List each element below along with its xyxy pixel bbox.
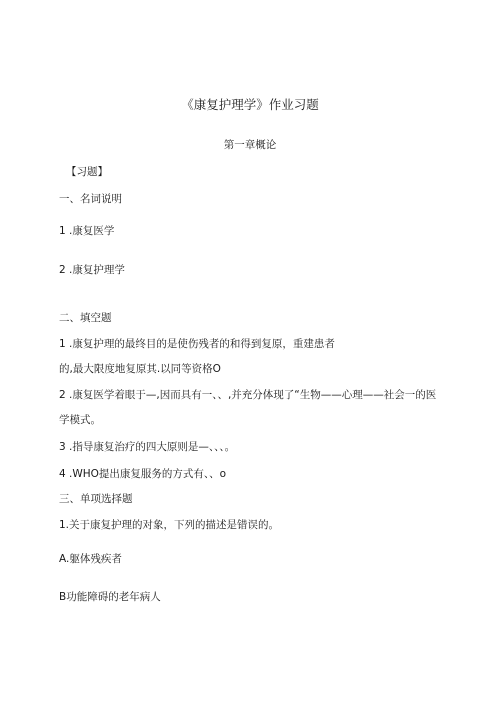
chapter-heading: 第一章概论 (223, 139, 277, 151)
section-heading-fill: 二、填空题 (59, 312, 112, 324)
fill-question-1-line-1: 1 .康复护理的最终目的是使伤残者的和得到复原，重建患者 (59, 338, 335, 350)
section-heading-choice: 三、单项选择题 (59, 493, 133, 505)
exercise-header: 【习题】 (66, 166, 108, 178)
term-item: 2 .康复护理学 (59, 264, 125, 276)
section-heading-terms: 一、名词说明 (59, 193, 122, 205)
document-title: 《康复护理学》作业习题 (181, 97, 319, 112)
choice-option-a: A.躯体残疾者 (59, 553, 122, 565)
fill-question-4: 4 .WHO提出康复服务的方式有、、o (59, 468, 227, 480)
term-item: 1 .康复医学 (59, 225, 115, 237)
fill-question-3: 3 .指导康复治疗的四大原则是—、、、。 (59, 441, 236, 453)
fill-question-1-line-2: 的,最大限度地复原其.以同等资格O (59, 363, 221, 375)
fill-question-2-line-1: 2 .康复医学着眼于—,因而具有一、、,并充分体现了“生物——心理——社会一的医 (59, 389, 437, 401)
choice-question-1: 1.关于康复护理的对象，下列的描述是错误的。 (59, 519, 280, 531)
fill-question-2-line-2: 学模式。 (59, 414, 101, 426)
choice-option-b: B功能障碍的老年病人 (59, 591, 161, 603)
